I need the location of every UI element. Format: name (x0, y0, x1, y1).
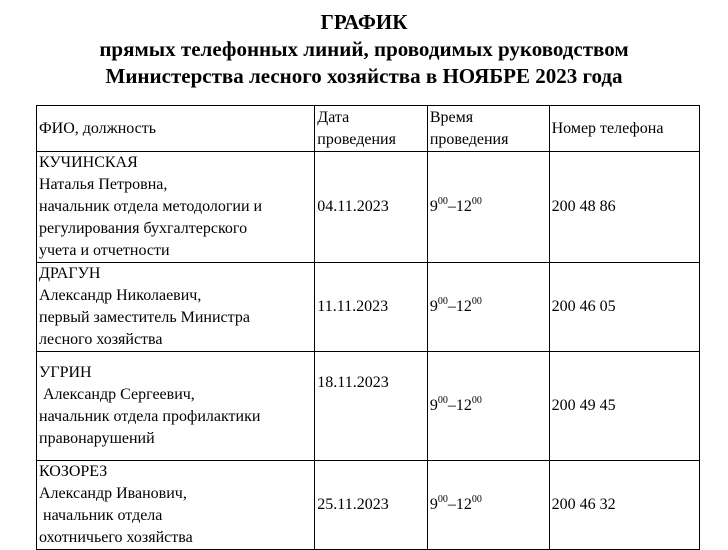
title-line-3: Министерства лесного хозяйства в НОЯБРЕ 2023 года (105, 64, 623, 88)
header-name: ФИО, должность (37, 106, 315, 152)
date-cell: 25.11.2023 (315, 461, 428, 550)
name-cell: УГРИН Александр Сергеевич, начальник отдела профилактики правонарушений (37, 352, 315, 461)
table-row (37, 152, 700, 263)
date-cell: 11.11.2023 (315, 263, 428, 352)
title-line-2: прямых телефонных линий, проводимых руководством (99, 37, 629, 61)
schedule-table (36, 105, 700, 550)
date-cell: 04.11.2023 (315, 152, 428, 263)
name-cell: КУЧИНСКАЯ Наталья Петровна, начальник отдела методологии и регулирования бухгалтерского учета и отчетности (37, 152, 315, 263)
time-cell: $9^{00}-12^{00}$ (427, 152, 549, 263)
phone-cell: 200 46 32 (549, 461, 699, 550)
table-row (37, 263, 700, 352)
time-cell: $9^{00}-12^{00}$ (427, 263, 549, 352)
time-cell: $9^{00}-12^{00}$ (427, 461, 549, 550)
title-line-1: ГРАФИК (320, 10, 408, 34)
header-date: Дата проведения (315, 106, 428, 152)
date-cell: 18.11.2023 (315, 352, 428, 461)
document-title (0, 9, 728, 90)
table-row (37, 461, 700, 550)
name-cell: ДРАГУН Александр Николаевич, первый заместитель Министра лесного хозяйства (37, 263, 315, 352)
phone-cell: 200 48 86 (549, 152, 699, 263)
phone-cell: 200 49 45 (549, 352, 699, 461)
surname: КОЗОРЕЗ (39, 463, 108, 480)
time-cell: $9^{00}-12^{00}$ (427, 352, 549, 461)
header-time: Время проведения (427, 106, 549, 152)
phone-cell: 200 46 05 (549, 263, 699, 352)
surname: ДРАГУН (39, 265, 101, 282)
name-cell: КОЗОРЕЗ Александр Иванович, начальник отдела охотничьего хозяйства (37, 461, 315, 550)
surname: КУЧИНСКАЯ (39, 154, 138, 171)
table-header-row (37, 106, 700, 152)
table-row (37, 352, 700, 461)
header-phone: Номер телефона (549, 106, 699, 152)
surname: УГРИН (39, 364, 92, 381)
